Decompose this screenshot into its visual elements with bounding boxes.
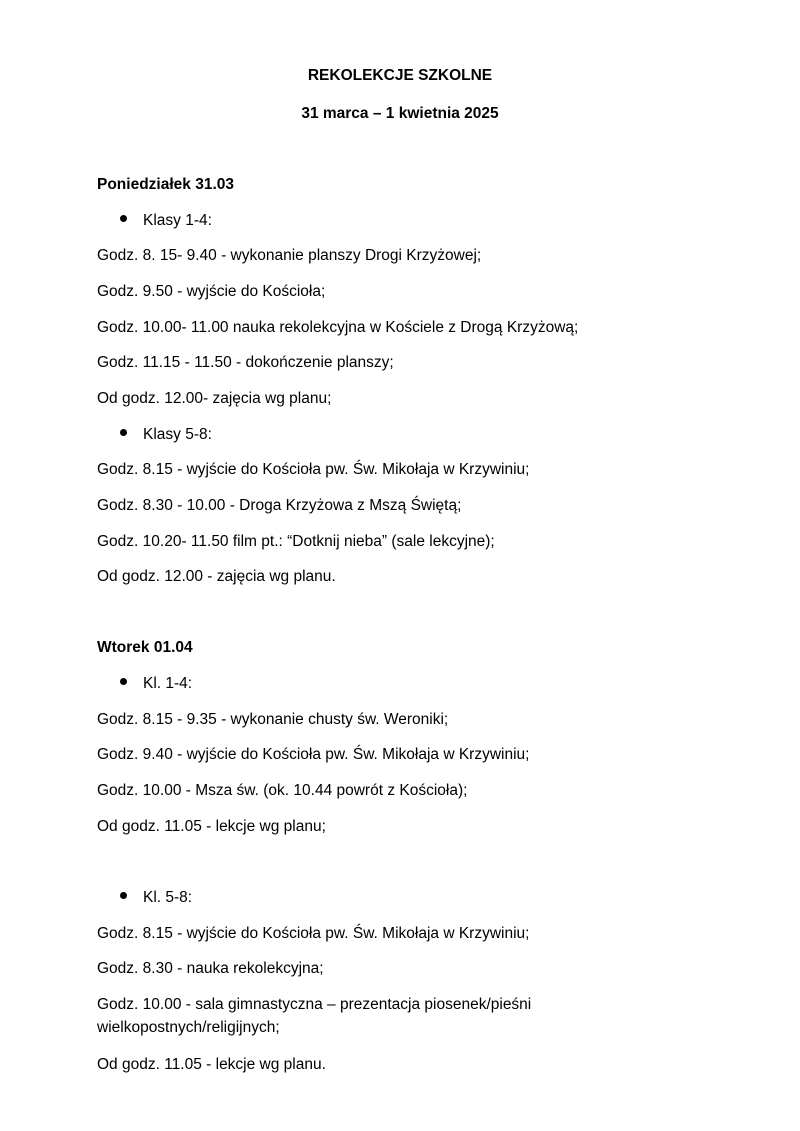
schedule-item: Od godz. 11.05 - lekcje wg planu;: [97, 818, 326, 835]
schedule-item: Godz. 8.30 - 10.00 - Droga Krzyżowa z Mszą Świętą;: [97, 497, 462, 514]
document-dates: 31 marca – 1 kwietnia 2025: [301, 105, 499, 122]
bullet-icon: [120, 892, 127, 899]
document-title: REKOLEKCJE SZKOLNE: [307, 67, 493, 84]
bullet-group-tuesday-2: [120, 888, 192, 908]
bullet-icon: [120, 429, 127, 436]
schedule-item: Godz. 8.15 - wyjście do Kościoła pw. Św. Mikołaja w Krzywiniu;: [97, 925, 530, 942]
schedule-item: Godz. 10.00 - Msza św. (ok. 10.44 powrót z Kościoła);: [97, 782, 468, 799]
schedule-item: Godz. 9.50 - wyjście do Kościoła;: [97, 283, 326, 300]
schedule-item: Od godz. 11.05 - lekcje wg planu.: [97, 1056, 326, 1073]
schedule-item: Od godz. 12.00 - zajęcia wg planu.: [97, 568, 336, 585]
bullet-icon: [120, 678, 127, 685]
schedule-item: Godz. 10.00 - sala gimnastyczna – prezentacja piosenek/pieśni wielkopostnych/religijnych;: [97, 996, 532, 1036]
bullet-icon: [120, 215, 127, 222]
schedule-item: Godz. 11.15 - 11.50 - dokończenie planszy;: [97, 354, 394, 371]
schedule-item: Godz. 10.20- 11.50 film pt.: “Dotknij nieba” (sale lekcyjne);: [97, 533, 495, 550]
schedule-item: Godz. 8.15 - wyjście do Kościoła pw. Św. Mikołaja w Krzywiniu;: [97, 461, 530, 478]
schedule-item: Godz. 9.40 - wyjście do Kościoła pw. Św. Mikołaja w Krzywiniu;: [97, 746, 530, 763]
group-label: Klasy 1-4:: [143, 212, 212, 229]
bullet-group-monday-1: [120, 211, 212, 231]
bullet-group-tuesday-1: [120, 674, 192, 694]
group-label: Klasy 5-8:: [143, 426, 212, 443]
group-label: Kl. 1-4:: [143, 675, 193, 692]
day-heading-monday: Poniedziałek 31.03: [97, 176, 234, 193]
schedule-item: Godz. 10.00- 11.00 nauka rekolekcyjna w Kościele z Drogą Krzyżową;: [97, 319, 579, 336]
schedule-item: Godz. 8.15 - 9.35 - wykonanie chusty św. Weroniki;: [97, 711, 449, 728]
group-label: Kl. 5-8:: [143, 889, 193, 906]
schedule-item: Od godz. 12.00- zajęcia wg planu;: [97, 390, 332, 407]
day-heading-tuesday: Wtorek 01.04: [97, 639, 193, 656]
bullet-group-monday-2: [120, 425, 212, 445]
schedule-item: Godz. 8. 15- 9.40 - wykonanie planszy Drogi Krzyżowej;: [97, 247, 482, 264]
schedule-item: Godz. 8.30 - nauka rekolekcyjna;: [97, 960, 324, 977]
